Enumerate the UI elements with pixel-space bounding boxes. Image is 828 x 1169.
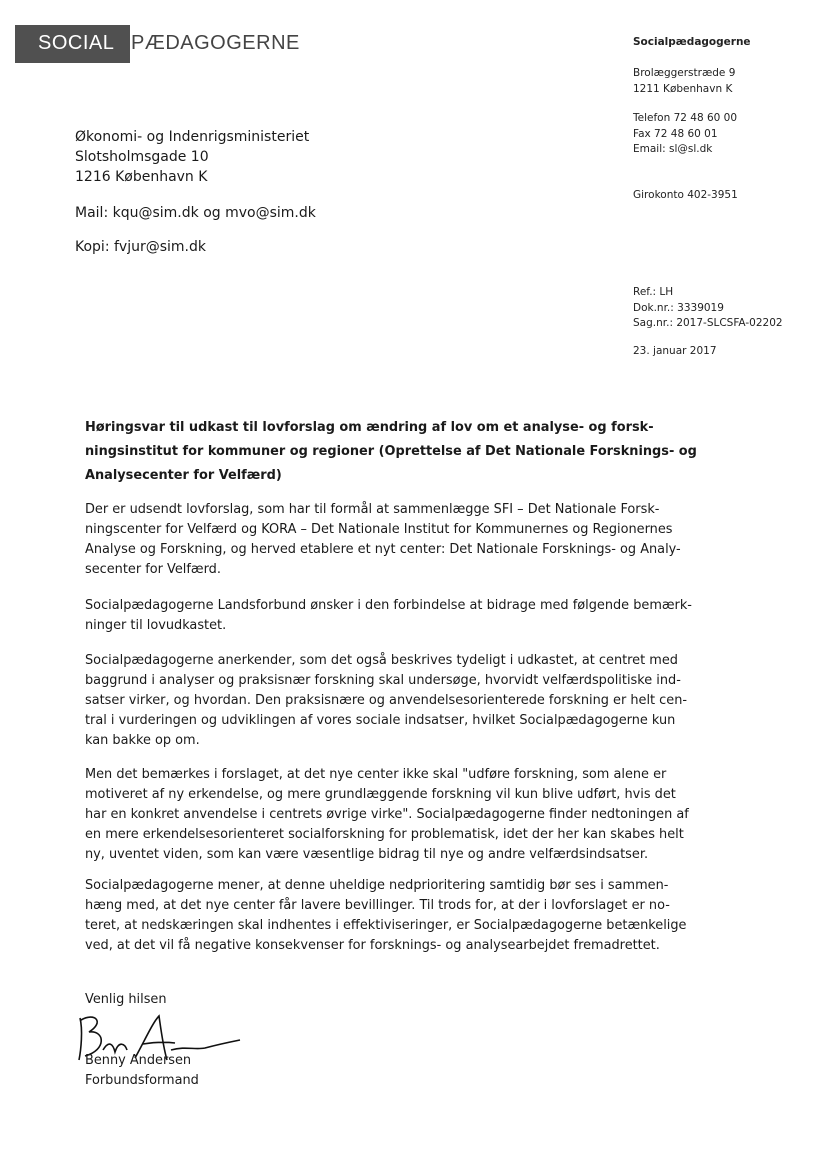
giro: Girokonto 402-3951 — [633, 189, 738, 201]
recipient-line: Slotsholmsgade 10 — [75, 149, 209, 165]
text-line: secenter for Velfærd. — [85, 562, 221, 577]
sender-contact — [633, 111, 737, 158]
text-line: en mere erkendelsesorienteret socialforskning for problematisk, idet der her kan skabes helt — [85, 827, 684, 842]
text-line: baggrund i analyser og praksisnær forskning skal undersøge, hvorvidt velfærdspolitiske ind- — [85, 673, 681, 688]
signer-name: Benny Andersen — [85, 1053, 192, 1068]
sag-nr: Sag.nr.: 2017-SLCSFA-02202 — [633, 317, 783, 329]
letter-title — [85, 416, 697, 488]
text-line: Der er udsendt lovforslag, som har til formål at sammenlægge SFI – Det Nationale Forsk- — [85, 502, 660, 517]
text-line: tral i vurderingen og udviklingen af vores sociale indsatser, hvilket Socialpædagogerne kun — [85, 713, 676, 728]
text-line: ninger til lovudkastet. — [85, 618, 227, 633]
text-line: Men det bemærkes i forslaget, at det nye center ikke skal "udføre forskning, som alene er — [85, 767, 667, 782]
logo-text-social: SOCIAL — [38, 32, 115, 54]
paragraph-5 — [85, 876, 687, 956]
recipient-line: Økonomi- og Indenrigsministeriet — [75, 129, 310, 145]
paragraph-4 — [85, 765, 689, 865]
sender-name: Socialpædagogerne — [633, 36, 751, 48]
text-line: satser virker, og hvordan. Den praksisnære og anvendelsesorienterede forskning er helt cen- — [85, 693, 688, 708]
text-line: ningscenter for Velfærd og KORA – Det Nationale Institut for Kommunernes og Regionernes — [85, 522, 673, 537]
title-line: Analysecenter for Velfærd) — [85, 468, 282, 483]
text-line: motiveret af ny erkendelse, og mere grundlæggende forskning vil kun blive udført, hvis det — [85, 787, 676, 802]
paragraph-2 — [85, 596, 692, 636]
text-line: ved, at det vil få negative konsekvenser for forsknings- og analysearbejdet fremadrettet. — [85, 938, 660, 953]
recipient-line: 1216 København K — [75, 169, 208, 185]
text-line: hæng med, at det nye center får lavere bevillinger. Til trods for, at der i lovforslaget er no- — [85, 898, 670, 913]
ref: Ref.: LH — [633, 286, 674, 298]
recipient-copy: Kopi: fvjur@sim.dk — [75, 239, 206, 255]
title-line: Høringsvar til udkast til lovforslag om ændring af lov om et analyse- og forsk- — [85, 420, 654, 435]
address-line: 1211 København K — [633, 82, 733, 95]
references — [633, 285, 783, 332]
text-line: Socialpædagogerne mener, at denne uheldige nedprioritering samtidig bør ses i sammen- — [85, 878, 669, 893]
dok-nr: Dok.nr.: 3339019 — [633, 301, 724, 314]
fax: Fax 72 48 60 01 — [633, 127, 718, 140]
recipient-mail: Mail: kqu@sim.dk og mvo@sim.dk — [75, 205, 316, 221]
sender-address — [633, 66, 735, 97]
text-line: Socialpædagogerne Landsforbund ønsker i den forbindelse at bidrage med følgende bemærk- — [85, 598, 692, 613]
paragraph-1 — [85, 500, 681, 580]
paragraph-3 — [85, 651, 687, 751]
email: Email: sl@sl.dk — [633, 143, 713, 155]
phone: Telefon 72 48 60 00 — [633, 112, 738, 124]
title-line: ningsinstitut for kommuner og regioner (Oprettelse af Det Nationale Forsknings- og — [85, 444, 697, 459]
text-line: Analyse og Forskning, og herved etablere et nyt center: Det Nationale Forsknings- og Analy- — [85, 542, 681, 557]
date: 23. januar 2017 — [633, 345, 717, 357]
text-line: teret, at nedskæringen skal indhentes i effektiviseringer, er Socialpædagogerne betænkelige — [85, 918, 687, 933]
closing-greeting: Venlig hilsen — [85, 992, 167, 1007]
text-line: kan bakke op om. — [85, 733, 200, 748]
address-line: Brolæggerstræde 9 — [633, 67, 736, 79]
text-line: har en konkret anvendelse i centrets øvrige virke". Socialpædagogerne finder nedtoningen af — [85, 807, 689, 822]
text-line: ny, uventet viden, som kan være væsentlige bidrag til nye og andre velfærdsindsatser. — [85, 847, 649, 862]
logo-text-paedagogerne: PÆDAGOGERNE — [131, 32, 300, 54]
text-line: Socialpædagogerne anerkender, som det også beskrives tydeligt i udkastet, at centret med — [85, 653, 678, 668]
signer-role: Forbundsformand — [85, 1073, 199, 1088]
recipient-address — [75, 127, 309, 187]
